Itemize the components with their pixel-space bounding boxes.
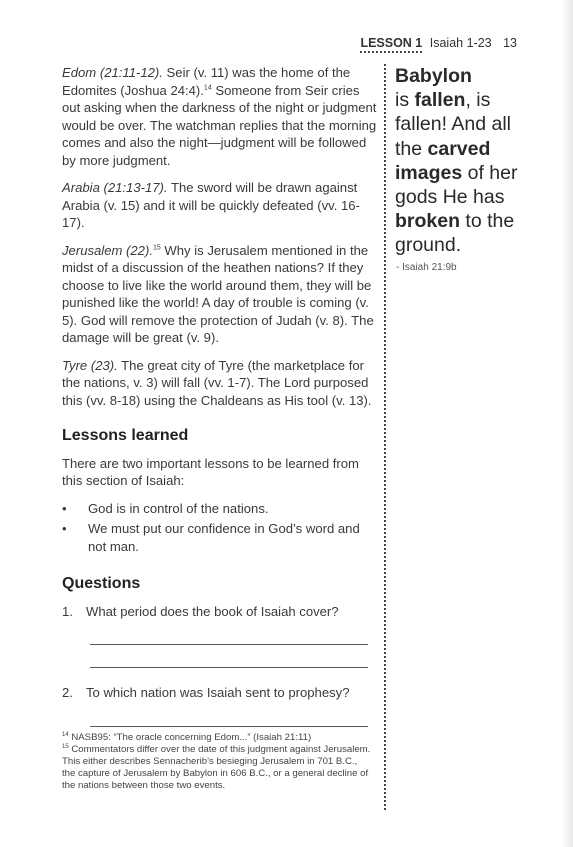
column-divider xyxy=(384,64,386,810)
paragraph-edom xyxy=(62,64,378,169)
quote-word: Babylon xyxy=(395,65,472,87)
tyre-label: Tyre (23). xyxy=(62,357,118,373)
lessons-intro: There are two important lessons to be learned from this section of Isaiah: xyxy=(62,455,359,488)
answer-line[interactable] xyxy=(90,704,368,727)
arabia-label: Arabia (21:13-17). xyxy=(62,180,168,195)
questions-heading: Questions xyxy=(62,575,141,592)
lessons-heading: Lessons learned xyxy=(62,427,189,444)
footnote-number: 15 xyxy=(62,743,69,750)
quote-word: fallen xyxy=(414,89,466,112)
page-header xyxy=(360,36,517,50)
jerusalem-label: Jerusalem (22). xyxy=(62,242,153,258)
edom-label: Edom (21:11-12). xyxy=(62,65,163,80)
question-number: 1. xyxy=(62,603,73,619)
section-title: Isaiah 1-23 xyxy=(429,36,492,50)
footnote-text: NASB95: “The oracle concerning Edom...” (Isaiah 21:11) xyxy=(68,732,312,743)
quote-citation: - Isaiah 21:9b xyxy=(396,262,457,273)
answer-line[interactable] xyxy=(90,645,368,668)
quote-word: carved images xyxy=(395,137,491,184)
lesson-label: LESSON 1 xyxy=(360,36,422,53)
bullet-text: We must put our confidence in God’s word and not man. xyxy=(88,521,360,554)
quote-text: to the ground. xyxy=(395,210,515,257)
footnotes xyxy=(62,732,372,792)
quote-text: , is fallen! And all the xyxy=(395,89,512,160)
question-text: To which nation was Isaiah sent to prophesy? xyxy=(86,685,350,700)
question-2 xyxy=(62,684,378,727)
footnote-15 xyxy=(62,744,372,792)
jerusalem-text: Why is Jerusalem mentioned in the midst of a discussion of the heathen nations? If they choose to live like the world around them, they will be punished like the world! A day of trouble is coming (v. 5). God will remove the protection of Judah (v. 8). The damage will be great (v. 9). xyxy=(62,242,374,345)
footnote-ref-14[interactable]: 14 xyxy=(203,84,212,92)
question-1 xyxy=(62,603,378,669)
arabia-text: The sword will be drawn against Arabia (v. 15) and it will be quickly defeated (vv. 16-17). xyxy=(62,180,360,230)
bullet-mark: • xyxy=(62,500,67,516)
tyre-text: The great city of Tyre (the marketplace for the nations, v. 3) will fall (vv. 1-7). The Lord purposed this (vv. 8-18) using the Chaldeans as His tool (v. 13). xyxy=(62,357,372,408)
question-number: 2. xyxy=(62,685,73,700)
page-edge-shadow xyxy=(561,0,573,847)
bullet-mark: • xyxy=(62,521,67,536)
edom-text: Seir (v. 11) was the home of the Edomites (Joshua 24:4). xyxy=(62,65,351,98)
answer-line[interactable] xyxy=(90,622,368,645)
quote-text: of her gods He has xyxy=(395,161,518,209)
footnote-text: Commentators differ over the date of this judgment against Jerusalem. This either describes Sennacherib’s besieging Jerusalem in 701 B.C., the capture of Jerusalem by Babylon in 606 B.C., or a general decline of the nations between those two events. xyxy=(62,744,371,791)
question-text: What period does the book of Isaiah cover? xyxy=(86,603,339,619)
paragraph-arabia xyxy=(62,179,378,232)
quote-word: broken xyxy=(395,210,461,233)
bullet-text: God is in control of the nations. xyxy=(88,500,269,516)
list-item xyxy=(62,500,378,518)
footnote-14 xyxy=(62,732,372,744)
list-item xyxy=(62,520,378,555)
footnote-number: 14 xyxy=(62,731,69,738)
page-number: 13 xyxy=(503,36,517,50)
lessons-list xyxy=(62,500,378,556)
pull-quote xyxy=(395,64,535,258)
quote-text: is xyxy=(395,89,415,112)
main-column xyxy=(62,64,378,743)
paragraph-jerusalem xyxy=(62,242,378,347)
edom-text-cont: Someone from Seir cries out asking when the darkness of the night or judgment would be over. The watchman replies that the morning comes and also the night—judgment will be followed by more judgment. xyxy=(62,82,377,168)
footnote-ref-15[interactable]: 15 xyxy=(152,244,161,252)
paragraph-tyre xyxy=(62,357,378,410)
